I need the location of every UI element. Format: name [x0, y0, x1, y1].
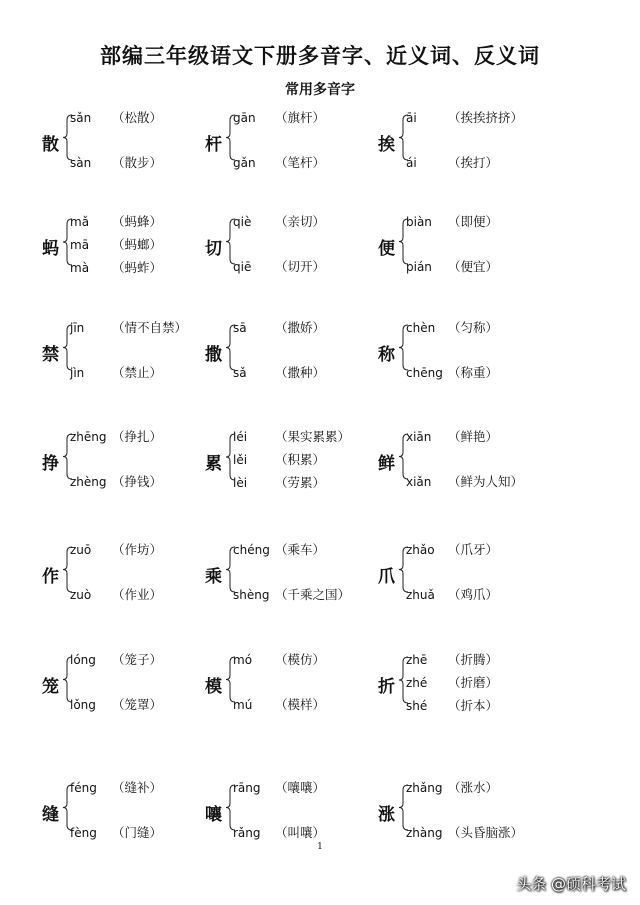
- polyphone-entry: [205, 427, 405, 507]
- example-word: （模样）: [275, 697, 326, 712]
- example-word: （劳累）: [275, 475, 326, 490]
- reading-row: [70, 427, 162, 445]
- pinyin: zhē: [406, 653, 428, 667]
- reading-row: [406, 823, 523, 841]
- polyphone-char: 鲜: [378, 453, 395, 474]
- example-word: （爪牙）: [448, 542, 499, 557]
- pinyin: zhǎo: [406, 543, 435, 557]
- polyphone-char: 杆: [205, 134, 222, 155]
- page-title: 部编三年级语文下册多音字、近义词、反义词: [100, 43, 540, 68]
- pinyin: shé: [406, 699, 428, 713]
- reading-row: [406, 650, 498, 668]
- example-word: （嚷嚷）: [275, 780, 326, 795]
- reading-row: [233, 108, 325, 126]
- example-word: （即便）: [448, 214, 499, 229]
- reading-row: [406, 153, 498, 171]
- example-word: （鲜为人知）: [448, 474, 524, 489]
- polyphone-entry: [205, 318, 405, 398]
- polyphone-char: 折: [378, 677, 395, 697]
- example-word: （笔杆）: [275, 155, 326, 170]
- reading-row: [406, 585, 498, 603]
- example-word: （称重）: [448, 365, 499, 380]
- reading-row: [233, 778, 325, 796]
- polyphone-char: 禁: [42, 344, 59, 365]
- reading-row: [70, 212, 162, 230]
- reading-row: [70, 108, 162, 126]
- pinyin: xiān: [406, 430, 432, 444]
- example-word: （作坊）: [112, 542, 163, 557]
- watermark: 头条 @硕科考试: [516, 875, 626, 893]
- example-word: （模仿）: [275, 652, 326, 667]
- example-word: （亲切）: [275, 214, 326, 229]
- polyphone-char: 称: [378, 344, 395, 365]
- pinyin: zuò: [70, 588, 92, 602]
- pinyin: rǎng: [233, 826, 261, 840]
- polyphone-entry: [205, 650, 405, 730]
- example-word: （千乘之国）: [275, 587, 351, 602]
- reading-row: [70, 585, 162, 603]
- example-word: （鲜艳）: [448, 429, 499, 444]
- polyphone-char: 撒: [205, 344, 222, 365]
- pinyin: mó: [233, 653, 253, 667]
- pinyin: mā: [70, 238, 90, 252]
- pinyin: mǎ: [70, 215, 90, 229]
- pinyin: chēng: [406, 366, 443, 380]
- polyphone-char: 蚂: [42, 239, 59, 259]
- pinyin: zhēng: [70, 430, 107, 444]
- example-word: （禁止）: [112, 365, 163, 380]
- polyphone-char: 切: [205, 238, 222, 259]
- pinyin: qiè: [233, 215, 252, 229]
- reading-row: [233, 473, 325, 491]
- reading-row: [233, 695, 325, 713]
- reading-row: [233, 318, 325, 336]
- reading-row: [233, 823, 325, 841]
- reading-row: [70, 153, 162, 171]
- reading-row: [233, 153, 325, 171]
- pinyin: rāng: [233, 781, 261, 795]
- example-word: （折本）: [448, 698, 499, 713]
- example-word: （涨水）: [448, 780, 499, 795]
- example-word: （果实累累）: [275, 429, 351, 444]
- polyphone-entry: [205, 540, 405, 620]
- example-word: （挨挨挤挤）: [448, 110, 524, 125]
- reading-row: [70, 695, 162, 713]
- example-word: （头昏脑涨）: [448, 825, 524, 840]
- example-word: （笼子）: [112, 652, 163, 667]
- pinyin: lóng: [70, 653, 96, 667]
- reading-row: [406, 212, 498, 230]
- reading-row: [406, 318, 498, 336]
- example-word: （撒种）: [275, 365, 326, 380]
- example-word: （门缝）: [112, 825, 163, 840]
- polyphone-entry: [378, 318, 578, 398]
- page-number: 1: [317, 842, 323, 852]
- example-word: （情不自禁）: [112, 320, 188, 335]
- pinyin: mà: [70, 261, 90, 275]
- pinyin: zhàng: [406, 826, 443, 840]
- pinyin: pián: [406, 260, 432, 274]
- pinyin: gān: [233, 111, 256, 125]
- reading-row: [406, 673, 498, 691]
- example-word: （散步）: [112, 155, 163, 170]
- polyphone-char: 累: [205, 454, 222, 474]
- pinyin: āi: [406, 111, 417, 125]
- reading-row: [233, 257, 325, 275]
- polyphone-entry: [378, 540, 578, 620]
- polyphone-entry: [378, 650, 578, 730]
- reading-row: [70, 235, 162, 253]
- reading-row: [406, 696, 498, 714]
- reading-row: [70, 540, 162, 558]
- example-word: （旗杆）: [275, 110, 326, 125]
- polyphone-char: 模: [205, 676, 222, 697]
- reading-row: [406, 363, 498, 381]
- example-word: （乘车）: [275, 542, 326, 557]
- example-word: （作业）: [112, 587, 163, 602]
- polyphone-char: 便: [378, 238, 395, 259]
- polyphone-char: 挨: [378, 134, 395, 155]
- example-word: （蚂蚱）: [112, 260, 163, 275]
- reading-row: [70, 318, 187, 336]
- pinyin: shèng: [233, 588, 270, 602]
- reading-row: [70, 258, 162, 276]
- pinyin: xiǎn: [406, 475, 432, 489]
- pinyin: gǎn: [233, 156, 256, 170]
- polyphone-entry: [205, 212, 405, 292]
- example-word: （鸡爪）: [448, 587, 499, 602]
- reading-row: [406, 257, 498, 275]
- example-word: （笼罩）: [112, 697, 163, 712]
- pinyin: biàn: [406, 215, 432, 229]
- example-word: （折磨）: [448, 675, 499, 690]
- pinyin: lěi: [233, 453, 248, 467]
- pinyin: zhuǎ: [406, 588, 435, 602]
- pinyin: lǒng: [70, 698, 96, 712]
- reading-row: [233, 212, 325, 230]
- reading-row: [233, 650, 325, 668]
- pinyin: zhé: [406, 676, 428, 690]
- example-word: （蚂螂）: [112, 237, 163, 252]
- pinyin: lèi: [233, 476, 248, 490]
- polyphone-char: 散: [42, 134, 59, 155]
- example-word: （缝补）: [112, 780, 163, 795]
- section-subtitle: 常用多音字: [285, 82, 355, 98]
- example-word: （挣钱）: [112, 474, 163, 489]
- example-word: （积累）: [275, 452, 326, 467]
- polyphone-char: 笼: [42, 676, 59, 697]
- polyphone-char: 挣: [42, 453, 59, 474]
- pinyin: mú: [233, 698, 253, 712]
- pinyin: fèng: [70, 826, 97, 840]
- pinyin: féng: [70, 781, 97, 795]
- example-word: （折腾）: [448, 652, 499, 667]
- pinyin: jìn: [70, 366, 85, 380]
- polyphone-entry: [205, 108, 405, 188]
- polyphone-char: 涨: [378, 804, 395, 825]
- reading-row: [70, 650, 162, 668]
- pinyin: sǎn: [70, 111, 92, 125]
- pinyin: qiē: [233, 260, 252, 274]
- reading-row: [70, 363, 162, 381]
- reading-row: [70, 823, 162, 841]
- reading-row: [70, 778, 162, 796]
- polyphone-char: 缝: [42, 804, 59, 825]
- pinyin: sàn: [70, 156, 92, 170]
- reading-row: [233, 450, 325, 468]
- reading-row: [406, 472, 523, 490]
- reading-row: [406, 778, 498, 796]
- pinyin: léi: [233, 430, 248, 444]
- example-word: （蚂蜂）: [112, 214, 163, 229]
- polyphone-char: 爪: [378, 566, 395, 587]
- polyphone-entry: [378, 212, 578, 292]
- polyphone-entry: [378, 108, 578, 188]
- reading-row: [406, 108, 523, 126]
- reading-row: [233, 585, 350, 603]
- pinyin: sā: [233, 321, 247, 335]
- example-word: （松散）: [112, 110, 163, 125]
- pinyin: zhǎng: [406, 781, 443, 795]
- reading-row: [406, 427, 498, 445]
- polyphone-char: 乘: [205, 566, 222, 587]
- example-word: （撒娇）: [275, 320, 326, 335]
- reading-row: [406, 540, 498, 558]
- polyphone-char: 嚷: [205, 804, 222, 825]
- example-word: （匀称）: [448, 320, 499, 335]
- example-word: （叫嚷）: [275, 825, 326, 840]
- reading-row: [70, 472, 162, 490]
- pinyin: zuō: [70, 543, 92, 557]
- example-word: （切开）: [275, 259, 326, 274]
- pinyin: ái: [406, 156, 417, 170]
- reading-row: [233, 427, 350, 445]
- pinyin: chéng: [233, 543, 270, 557]
- example-word: （挣扎）: [112, 429, 163, 444]
- example-word: （挨打）: [448, 155, 499, 170]
- reading-row: [233, 363, 325, 381]
- pinyin: sǎ: [233, 366, 247, 380]
- reading-row: [233, 540, 325, 558]
- pinyin: jīn: [70, 321, 85, 335]
- pinyin: chèn: [406, 321, 436, 335]
- example-word: （便宜）: [448, 259, 499, 274]
- polyphone-char: 作: [42, 566, 59, 587]
- pinyin: zhèng: [70, 475, 107, 489]
- polyphone-entry: [378, 427, 578, 507]
